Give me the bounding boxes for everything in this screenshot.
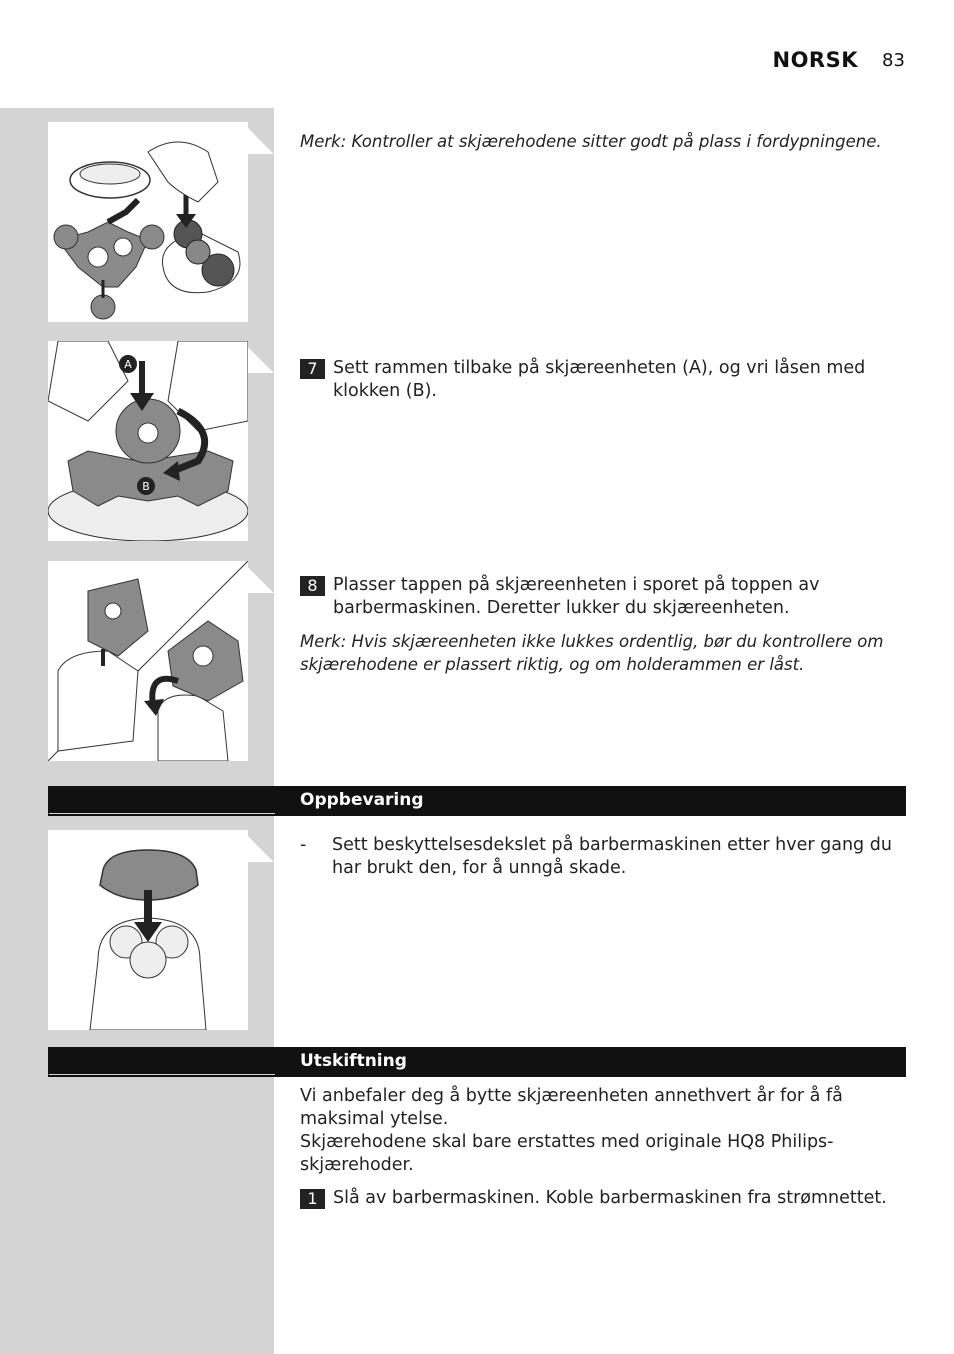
figure-notch [248, 128, 274, 154]
label-b: B [142, 480, 150, 493]
retaining-frame-illustration [48, 341, 248, 541]
step-7 [300, 357, 904, 403]
storage-bullet [300, 834, 904, 880]
replacement-paragraph-1: Vi anbefaler deg å bytte skjæreenheten annethvert år for å få maksimal ytelse. [300, 1086, 843, 1129]
step-text: Plasser tappen på skjæreenheten i sporet på toppen av barbermaskinen. Deretter lukker du skjæreenheten. [333, 575, 820, 618]
figure-retaining-frame [48, 341, 248, 541]
page-number: 83 [882, 50, 905, 71]
note-unit-not-closing: Merk: Hvis skjæreenheten ikke lukkes ordentlig, bør du kontrollere om skjærehodene er plassert riktig, og om holderammen er låst. [300, 632, 884, 674]
section-heading-storage [48, 786, 906, 816]
section-title: Utskiftning [300, 1051, 407, 1071]
note-heads-in-recesses: Merk: Kontroller at skjærehodene sitter godt på plass i fordypningene. [300, 132, 882, 151]
language-header: NORSK [772, 48, 858, 72]
bullet-dash: - [300, 835, 307, 855]
figure-close-shaving-unit [48, 561, 248, 761]
step-number: 8 [300, 576, 325, 596]
section-title: Oppbevaring [300, 790, 424, 810]
figure-shaving-heads-placement [48, 122, 248, 322]
figure-protection-cap [48, 830, 248, 1030]
protection-cap-illustration [48, 830, 248, 1030]
step-1 [300, 1187, 904, 1210]
bullet-text: Sett beskyttelsesdekslet på barbermaskinen etter hver gang du har brukt den, for å unngå skade. [332, 835, 892, 878]
figure-notch [248, 567, 274, 593]
shaving-heads-illustration [48, 122, 248, 322]
step-text: Slå av barbermaskinen. Koble barbermaskinen fra strømnettet. [333, 1188, 887, 1208]
step-number: 1 [300, 1189, 325, 1209]
section-heading-replacement [48, 1047, 906, 1077]
label-a: A [124, 358, 132, 371]
figure-notch [248, 347, 274, 373]
replacement-paragraph-2: Skjærehodene skal bare erstattes med originale HQ8 Philips-skjærehoder. [300, 1132, 834, 1175]
replacement-body [300, 1085, 904, 1210]
step-text: Sett rammen tilbake på skjæreenheten (A), og vri låsen med klokken (B). [333, 358, 866, 401]
step-8 [300, 574, 904, 676]
step-number: 7 [300, 359, 325, 379]
figure-notch [248, 836, 274, 862]
close-shaving-unit-illustration [48, 561, 248, 761]
